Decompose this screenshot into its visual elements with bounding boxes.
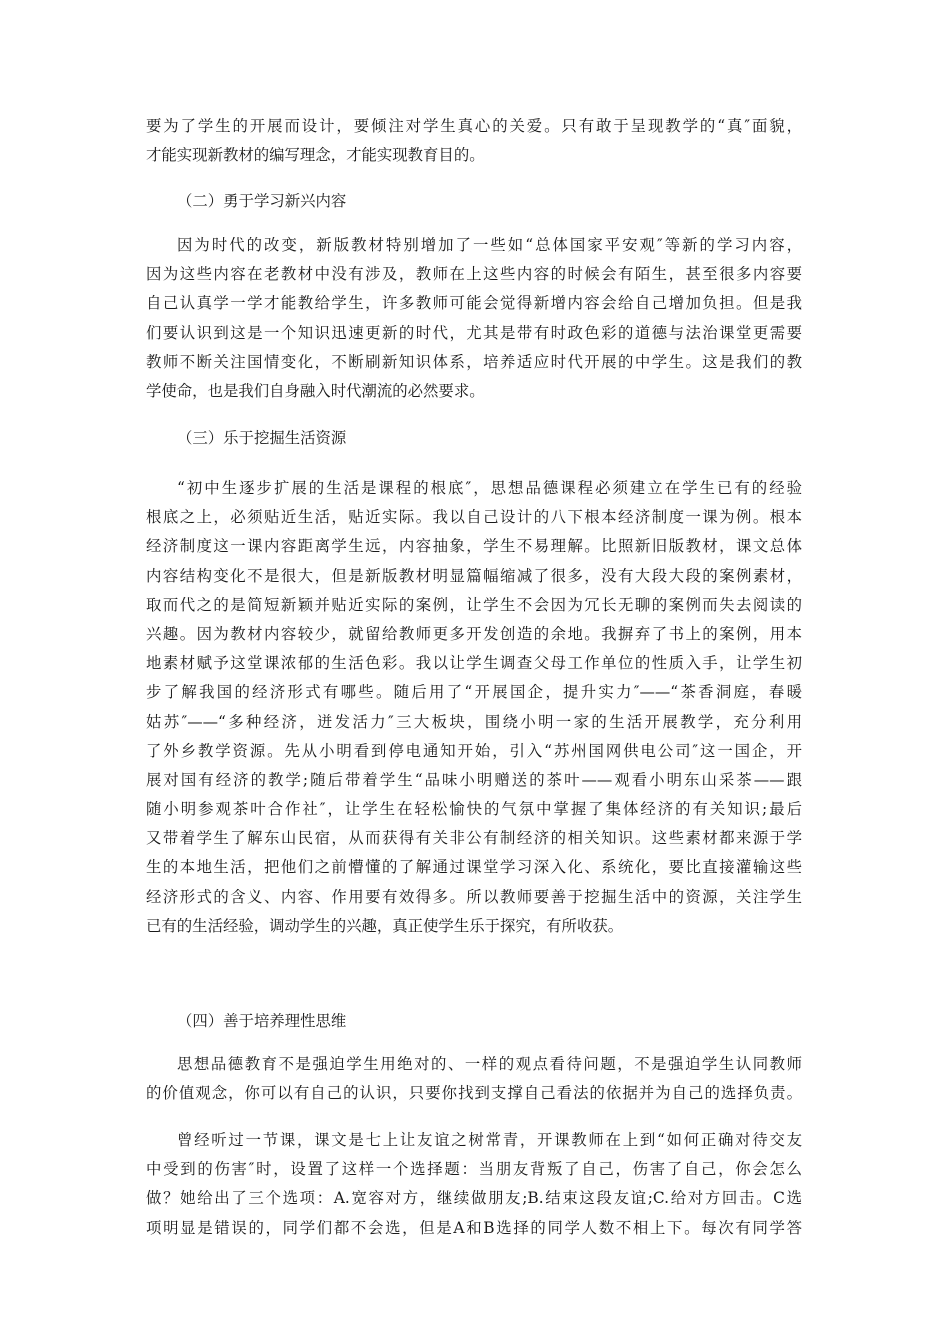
text-line: 步了解我国的经济形式有哪些。随后用了“开展国企，提升实力″——“茶香洞庭，春暖 <box>146 683 802 702</box>
text-line: 因为时代的改变，新版教材特别增加了一些如“总体国家平安观″等新的学习内容， <box>177 236 802 254</box>
text-line: 姑苏″——“多种经济，迸发活力″三大板块，围绕小明一家的生活开展教学，充分利用 <box>146 712 802 731</box>
section-2-paragraph <box>146 231 802 406</box>
text-line: 兴趣。因为教材内容较少，就留给教师更多开发创造的余地。我摒弃了书上的案例，用本 <box>146 624 802 643</box>
text-line: 随小明参观茶叶合作社″，让学生在轻松愉快的气氛中掌握了集体经济的有关知识;最后 <box>146 800 802 819</box>
text-line: 思想品德教育不是强迫学生用绝对的、一样的观点看待问题，不是强迫学生认同教师 <box>177 1055 802 1073</box>
text-line: 们要认识到这是一个知识迅速更新的时代，尤其是带有时政色彩的道德与法治课堂更需要 <box>146 323 802 342</box>
text-line: “初中生逐步扩展的生活是课程的根底″，思想品德课程必须建立在学生已有的经验 <box>177 479 802 497</box>
text-line: 地素材赋予这堂课浓郁的生活色彩。我以让学生调查父母工作单位的性质入手，让学生初 <box>146 654 802 673</box>
section-heading-2: （二）勇于学习新兴内容 <box>177 192 347 210</box>
text-line: 内容结构变化不是很大，但是新版教材明显篇幅缩减了很多，没有大段大段的案例素材， <box>146 566 802 585</box>
text-line: 已有的生活经验，调动学生的兴趣，真正使学生乐于探究，有所收获。 <box>146 916 624 935</box>
text-line: 自己认真学一学才能教给学生，许多教师可能会觉得新增内容会给自己增加负担。但是我 <box>146 294 802 313</box>
text-line: 学使命，也是我们自身融入时代潮流的必然要求。 <box>146 381 485 400</box>
text-line: 才能实现新教材的编写理念，才能实现教育目的。 <box>146 146 485 165</box>
text-line: 中受到的伤害″时，设置了这样一个选择题：当朋友背叛了自己，伤害了自己，你会怎么 <box>146 1160 802 1179</box>
section-3-paragraph <box>146 474 802 941</box>
text-line: 经济形式的含义、内容、作用要有效得多。所以教师要善于挖掘生活中的资源，关注学生 <box>146 887 802 906</box>
section-heading-3: （三）乐于挖掘生活资源 <box>177 429 347 447</box>
text-line: 展对国有经济的教学;随后带着学生“品味小明赠送的茶叶——观看小明东山采茶——跟 <box>146 770 802 789</box>
text-line: 教师不断关注国情变化，不断刷新知识体系，培养适应时代开展的中学生。这是我们的教 <box>146 352 802 371</box>
text-line: 项明显是错误的，同学们都不会选，但是A和B选择的同学人数不相上下。每次有同学答 <box>146 1218 802 1237</box>
text-line: 根底之上，必须贴近生活，贴近实际。我以自己设计的八下根本经济制度一课为例。根本 <box>146 508 802 527</box>
text-line: 做？她给出了三个选项：A.宽容对方，继续做朋友;B.结束这段友谊;C.给对方回击。C选 <box>146 1189 802 1208</box>
text-line: 了外乡教学资源。先从小明看到停电通知开始，引入“苏州国网供电公司″这一国企，开 <box>146 741 802 760</box>
section-4-paragraph-2 <box>146 1126 802 1243</box>
intro-paragraph <box>146 112 802 170</box>
text-line: 曾经听过一节课，课文是七上让友谊之树常青，开课教师在上到“如何正确对待交友 <box>177 1131 802 1149</box>
section-heading-4: （四）善于培养理性思维 <box>177 1012 347 1030</box>
text-line: 经济制度这一课内容距离学生远，内容抽象，学生不易理解。比照新旧版教材，课文总体 <box>146 537 802 556</box>
text-line: 的价值观念，你可以有自己的认识，只要你找到支撑自己看法的依据并为自己的选择负责。 <box>146 1084 802 1103</box>
text-line: 要为了学生的开展而设计，要倾注对学生真心的关爱。只有敢于呈现教学的“真″面貌， <box>146 117 802 135</box>
text-line: 又带着学生了解东山民宿，从而获得有关非公有制经济的相关知识。这些素材都来源于学 <box>146 829 802 848</box>
section-4-paragraph-1 <box>146 1050 802 1108</box>
text-line: 因为这些内容在老教材中没有涉及，教师在上这些内容的时候会有陌生，甚至很多内容要 <box>146 265 802 284</box>
text-line: 生的本地生活，把他们之前懵懂的了解通过课堂学习深入化、系统化，要比直接灌输这些 <box>146 858 802 877</box>
text-line: 取而代之的是简短新颖并贴近实际的案例，让学生不会因为冗长无聊的案例而失去阅读的 <box>146 595 802 614</box>
